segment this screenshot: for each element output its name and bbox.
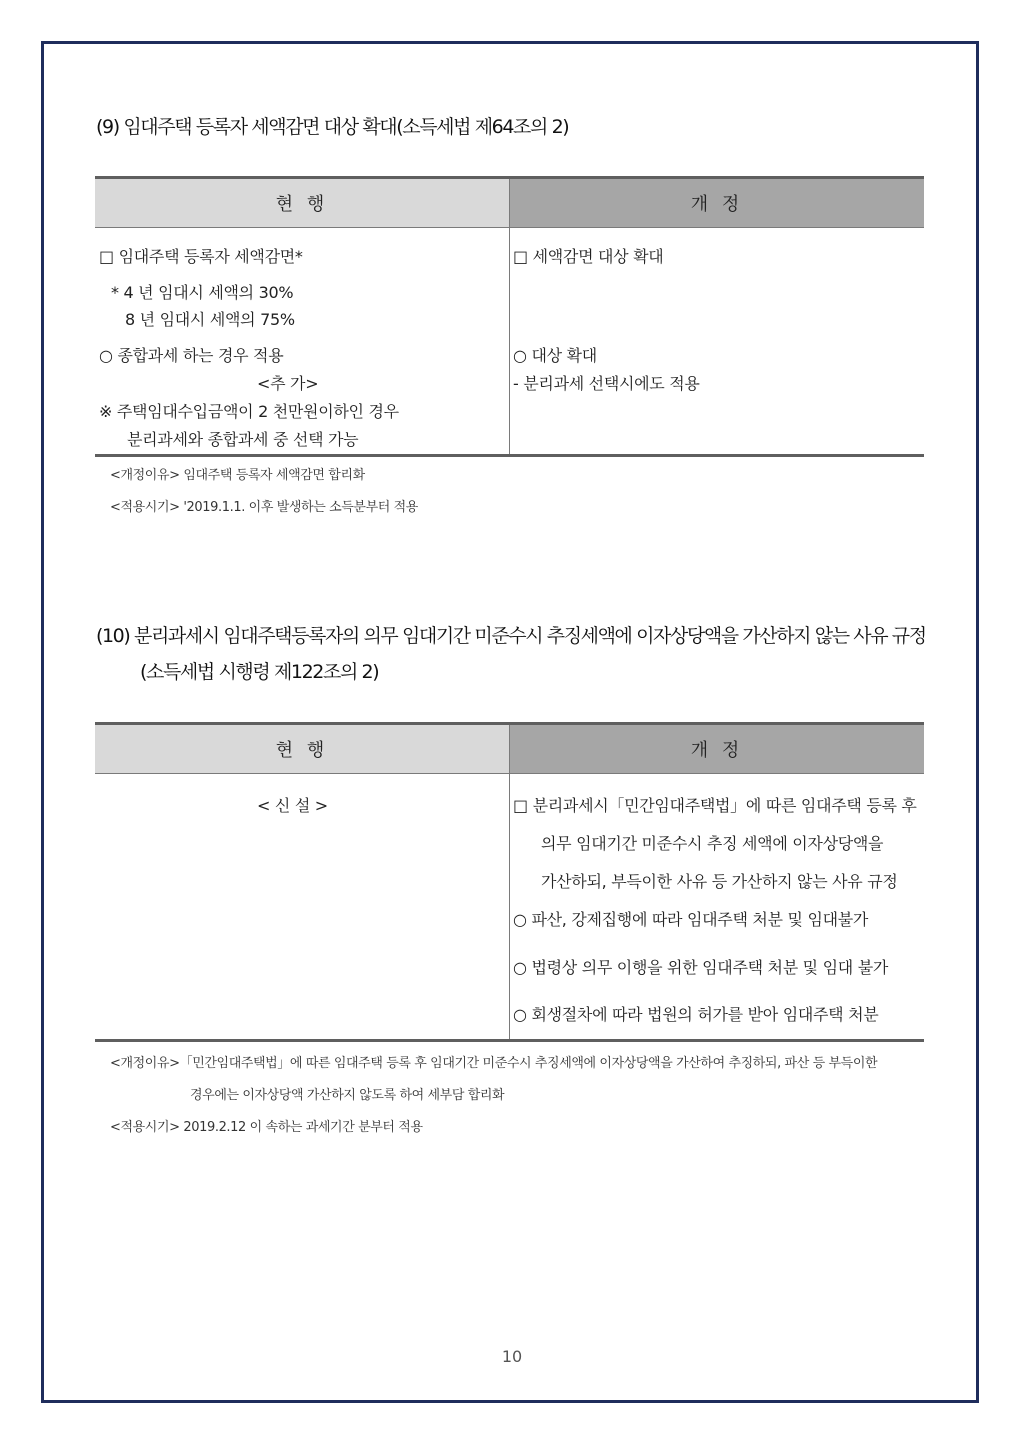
current-line: 8 년 임대시 세액의 75% — [125, 309, 295, 329]
section-9-effective: <적용시기> '2019.1.1. 이후 발생하는 소득분부터 적용 — [110, 500, 418, 515]
revised-header: 개 정 — [510, 178, 925, 228]
revised-cell — [510, 228, 925, 456]
current-line: ○ 종합과세 하는 경우 적용 — [99, 345, 284, 365]
section-10-reason: <개정이유>「민간임대주택법」에 따른 임대주택 등록 후 임대기간 미준수시 추징세액에 이자상당액을 가산하여 추징하되, 파산 등 부득이한 — [110, 1056, 878, 1071]
section-10-effective: <적용시기> 2019.2.12 이 속하는 과세기간 분부터 적용 — [110, 1120, 423, 1135]
current-line: * 4 년 임대시 세액의 30% — [111, 282, 294, 302]
current-header: 현 행 — [95, 178, 510, 228]
revised-line: - 분리과세 선택시에도 적용 — [513, 373, 700, 393]
page-number: 10 — [501, 1347, 523, 1366]
current-line: ※ 주택임대수입금액이 2 천만원이하인 경우 — [99, 401, 399, 421]
section-10-reason-cont: 경우에는 이자상당액 가산하지 않도록 하여 세부담 합리화 — [190, 1088, 505, 1103]
revised-line: □ 분리과세시「민간임대주택법」에 따른 임대주택 등록 후 — [513, 795, 917, 815]
current-line: < 신 설 > — [257, 795, 328, 815]
revised-line: ○ 파산, 강제집행에 따라 임대주택 처분 및 임대불가 — [513, 909, 869, 929]
revised-cell — [510, 774, 925, 1041]
section-9-reason: <개정이유> 임대주택 등록자 세액감면 합리화 — [110, 468, 365, 483]
current-line: □ 임대주택 등록자 세액감면* — [99, 246, 303, 266]
section-10-table — [95, 722, 924, 1042]
section-10-title: (10) 분리과세시 임대주택등록자의 의무 임대기간 미준수시 추징세액에 이자상당액을 가산하지 않는 사유 규정 — [96, 625, 926, 647]
revised-line: ○ 대상 확대 — [513, 345, 597, 365]
section-10-subtitle: (소득세법 시행령 제122조의 2) — [140, 661, 379, 683]
current-line: 분리과세와 종합과세 중 선택 가능 — [127, 429, 359, 449]
section-9-title: (9) 임대주택 등록자 세액감면 대상 확대(소득세법 제64조의 2) — [96, 116, 569, 138]
current-cell — [95, 228, 510, 456]
current-header: 현 행 — [95, 724, 510, 774]
revised-line: □ 세액감면 대상 확대 — [513, 246, 664, 266]
revised-line: 의무 임대기간 미준수시 추징 세액에 이자상당액을 — [541, 833, 884, 853]
section-9-table — [95, 176, 924, 457]
revised-line: ○ 회생절차에 따라 법원의 허가를 받아 임대주택 처분 — [513, 1004, 879, 1024]
current-line: <추 가> — [257, 373, 319, 393]
revised-header: 개 정 — [510, 724, 925, 774]
revised-line: ○ 법령상 의무 이행을 위한 임대주택 처분 및 임대 불가 — [513, 957, 889, 977]
revised-line: 가산하되, 부득이한 사유 등 가산하지 않는 사유 규정 — [541, 871, 898, 891]
current-cell — [95, 774, 510, 1041]
